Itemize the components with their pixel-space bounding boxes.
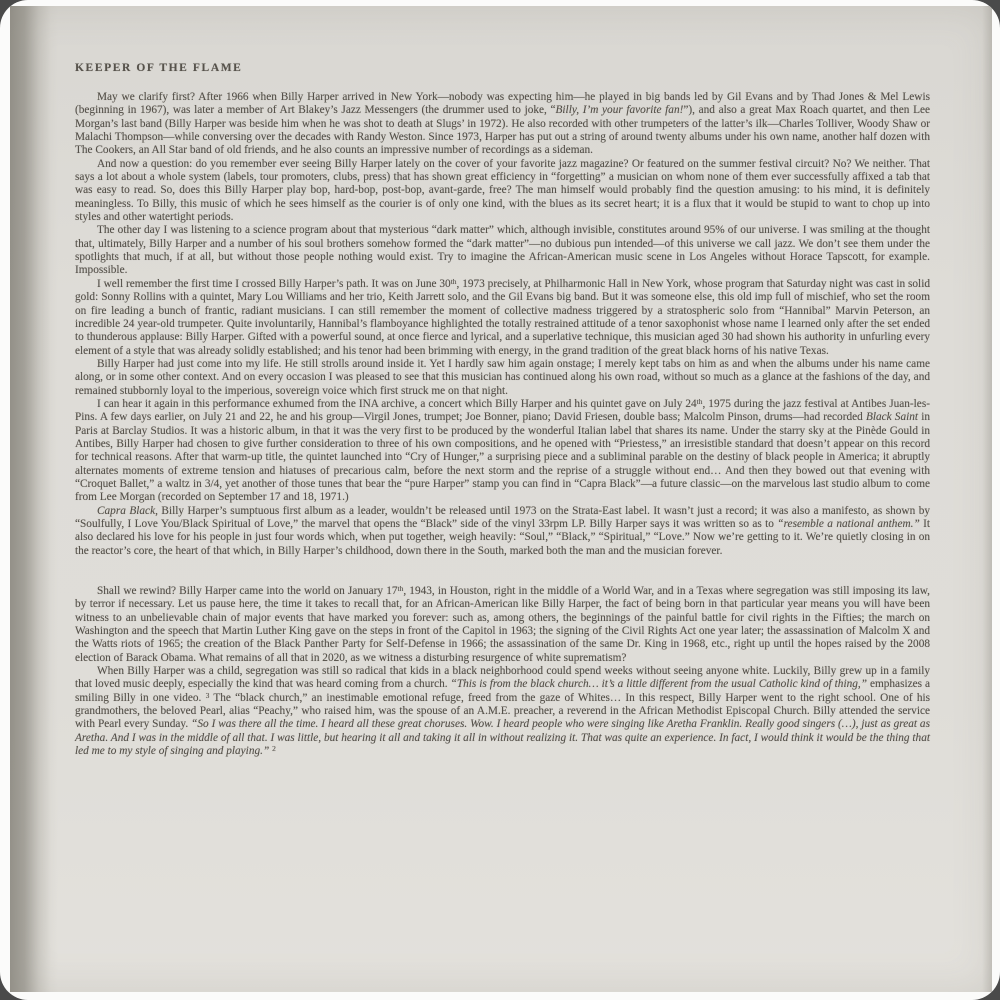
italic-text: “This is from the black church… it’s a little different from the usual Catholic kind of thing,” (450, 678, 868, 691)
text-segment: Billy Harper had just come into my life. He still strolls around inside it. Yet I hardly saw him again onstage; I merely kept tabs on him as and when the albums under his name came along, or in some other context. And on every occasion I was pleased to see that this musician has continued along his own road, without so much as a glance at the fashions of the day, and remained stubbornly loyal to the imperious, sovereign voice which first struck me on that night. (75, 357, 930, 397)
paragraph (75, 91, 930, 158)
text-segment: , 1975 during the jazz festival at Antibes Juan-les-Pins. A few days earlier, on July 21 and 22, he and his group—Virgil Jones, trumpet; Joe Bonner, piano; David Friesen, double bass; Malcolm Pinson, drums—had recorded (75, 397, 930, 424)
text-segment: And now a question: do you remember ever seeing Billy Harper lately on the cover of your favorite jazz magazine? Or featured on the summer festival circuit? No? We neither. That says a lot about a whole system (labels, tour promoters, clubs, press) that has shown great efficiency in “forgetting” a musician on whom none of them ever successfully affixed a tab that was easy to read. So, does this Billy Harper play bop, hard-bop, post-bop, avant-garde, free? The man himself would probably find the question amusing: to his mind, it is definitely meaningless. To Billy, this music of which he sees himself as the courier is of only one kind, with the blues as its secret heart; it is a flux that it would be stupid to want to chop up into styles and other watertight periods. (75, 157, 930, 224)
text-segment: May we clarify first? After 1966 when Billy Harper arrived in New York—nobody was expecting him—he played in big bands led by Gil Evans and by Thad Jones & Mel Lewis (beginning in 1967), was later a member of Art Blakey’s Jazz Messengers (the drummer used to joke, “ (75, 91, 930, 117)
superscript-marker: 3 (205, 690, 210, 700)
text-segment: It also declared his love for his people in just four words which, when put together, weigh heavily: “Soul,” “Black,” “Spiritual,” “Love.” Now we’re getting to it. We’re quietly closing in on the reactor’s core, the heart of that which, in Billy Harper’s childhood, down there in the South, marked both the man and the musician forever. (75, 518, 931, 557)
text-segment: ”), and also a great Max Roach quartet, and then Lee Morgan’s last band (Billy Harper was beside him when he was shot to death at Slugs’ in 1972). He also recorded with other trumpeters of the latter’s ilk—Charles Tolliver, Woody Shaw or Malachi Thompson—while conversing over the decades with Randy Weston. Since 1973, Harper has put out a string of around twenty albums under his own name, another half dozen with The Cookers, an All Star band of old friends, and he also counts an impressive number of recordings as a sideman. (75, 104, 931, 157)
paragraphs (75, 91, 930, 759)
text-segment: I well remember the first time I crossed Billy Harper’s path. It was on June 30 (97, 277, 451, 290)
italic-text: “So I was there all the time. I heard all these great choruses. Wow. I heard people who were singing like Aretha Franklin. Really good singers (…), just as great as Aretha. And I was in the middle of all that. I was little, but hearing it all and taking it all in without realizing it. That was quite an experience. In fact, I would think it would be the thing that led me to my style of singing and playing.” (75, 718, 930, 758)
liner-notes-page (10, 6, 992, 992)
superscript-marker: th (696, 396, 703, 406)
text-segment: , 1973 precisely, at Philharmonic Hall in New York, whose program that Saturday night was cast in solid gold: Sonny Rollins with a quintet, Mary Lou Williams and her trio, Keith Jarrett solo, and the Gil Evans big band. But it was someone else, this old imp full of mischief, who set the room on fire leading a bunch of frantic, radiant musicians. I can still remember the moment of collective madness triggered by a stratospheric solo from “Hannibal” Marvin Peterson, an incredible 24 year-old trumpeter. Quite involuntarily, Hannibal’s flamboyance highlighted the totally restrained attitude of a tenor saxophonist whose name I learned only after the set ended to thunderous applause: Billy Harper. Gifted with a powerful sound, at once fierce and lyrical, and a superlative technique, this musician aged 30 had shown his authority in unfurling every element of a style that was already solidly established; and his tenor had been brimming with energy, in the grand tradition of the great black horns of his native Texas. (75, 277, 930, 357)
paragraph (75, 665, 930, 758)
text-segment: emphasizes a smiling Billy in one video. (75, 678, 930, 704)
italic-text: Black Saint (865, 411, 919, 424)
paragraph (75, 505, 930, 558)
italic-text: Billy, I’m your favorite fan! (555, 104, 684, 117)
text-segment: The “black church,” an inestimable emotional refuge, freed from the gaze of Whites… In this respect, Billy Harper went to the right school. One of his grandmothers, the beloved Pearl, alias “Peachy,” who raised him, was the spouse of an A.M.E. preacher, a reverend in the African Methodist Episcopal Church. Billy attended the service with Pearl every Sunday. (75, 691, 931, 731)
superscript-marker: 2 (272, 744, 276, 754)
italic-text: “resemble a national anthem.” (777, 518, 920, 530)
page-edge-shadow (982, 6, 992, 992)
paragraph (75, 158, 930, 225)
paragraph (75, 278, 930, 358)
text-segment: The other day I was listening to a science program about that mysterious “dark matter” which, although invisible, constitutes around 95% of our universe. I was smiling at the thought that, ultimately, Billy Harper and a number of his soul brothers somehow formed the “dark matter”—no dubious pun intended—of this universe we call jazz. We don’t see them under the spotlights that much, if at all, but without those people nothing would exist. Try to imagine the African-American music scene in Los Angeles without Horace Tapscott, for example. Impossible. (75, 224, 930, 277)
text-segment: in Paris at Barclay Studios. It was a historic album, in that it was the very first to be produced by the wonderful Italian label that shares its name. Under the starry sky at the Pinède Gould in Antibes, Billy Harper had chosen to give further consideration to three of his own compositions, and he opened with “Priestess,” an irresistible standard that doesn’t appear on this record for technical reasons. After that warm-up title, the quintet launched into “Cry of Hunger,” a surprising piece and a subliminal parable on the destiny of black people in America; it abruptly alternates moments of extreme tension and hiatuses of precarious calm, before the next storm and the reprise of a struggle without end… And then they bowed out that evening with “Croquet Ballet,” a waltz in 3/4, yet another of those tunes that bear the “pure Harper” stamp you can find in “Capra Black”—a future classic—on the marvelous last studio album to come from Lee Morgan (recorded on September 17 and 18, 1971.) (75, 411, 930, 504)
paragraph (75, 398, 930, 505)
text-segment: , Billy Harper’s sumptuous first album as a leader, wouldn’t be released until 1973 on the Strata-East label. It wasn’t just a record; it was also a manifesto, as shown by “Soulfully, I Love You/Black Spiritual of Love,” the marvel that opens the “Black” side of the vinyl 33rpm LP. Billy Harper says it was written so as to (75, 504, 931, 530)
page-spine-shadow (10, 6, 58, 992)
italic-text: Capra Black (97, 504, 156, 517)
text-segment: Shall we rewind? Billy Harper came into the world on January 17 (97, 585, 398, 598)
liner-notes-content (75, 62, 930, 759)
superscript-marker: th (450, 276, 457, 286)
superscript-marker: th (397, 584, 404, 594)
text-segment: When Billy Harper was a child, segregation was still so radical that kids in a black neighborhood could spend weeks without seeing anyone white. Luckily, Billy grew up in a family that loved music deeply, especially the kind that was heard coming from a church. (75, 665, 930, 691)
page-title: KEEPER OF THE FLAME (75, 62, 243, 74)
paragraph (75, 585, 930, 665)
text-segment: , 1943, in Houston, right in the middle of a World War, and in a Texas where segregation was still imposing its law, by terror if necessary. Let us pause here, the time it takes to recall that, for an African-American like Billy Harper, the fact of being born in that particular year means you will have been witness to an unbelievable chain of major events that have marked you forever: such as, among others, the beginnings of the painful battle for civil rights in the Fifties; the march on Washington and the speech that Martin Luther King gave on the steps in front of the Capitol in 1963; the signing of the Civil Rights Act one year later; the assassination of Malcolm X and the Watts riots of 1965; the creation of the Black Panther Party for Self-Defense in 1966; the assassination of the same Dr. King in 1968, etc., right up until the hopes raised by the 2008 election of Barack Obama. What remains of all that in 2020, as we witness a disturbing resurgence of white suprematism? (75, 585, 930, 664)
paragraph (75, 358, 930, 398)
paragraph (75, 224, 930, 277)
text-segment: I can hear it again in this performance exhumed from the INA archive, a concert which Billy Harper and his quintet gave on July 24 (97, 397, 697, 410)
